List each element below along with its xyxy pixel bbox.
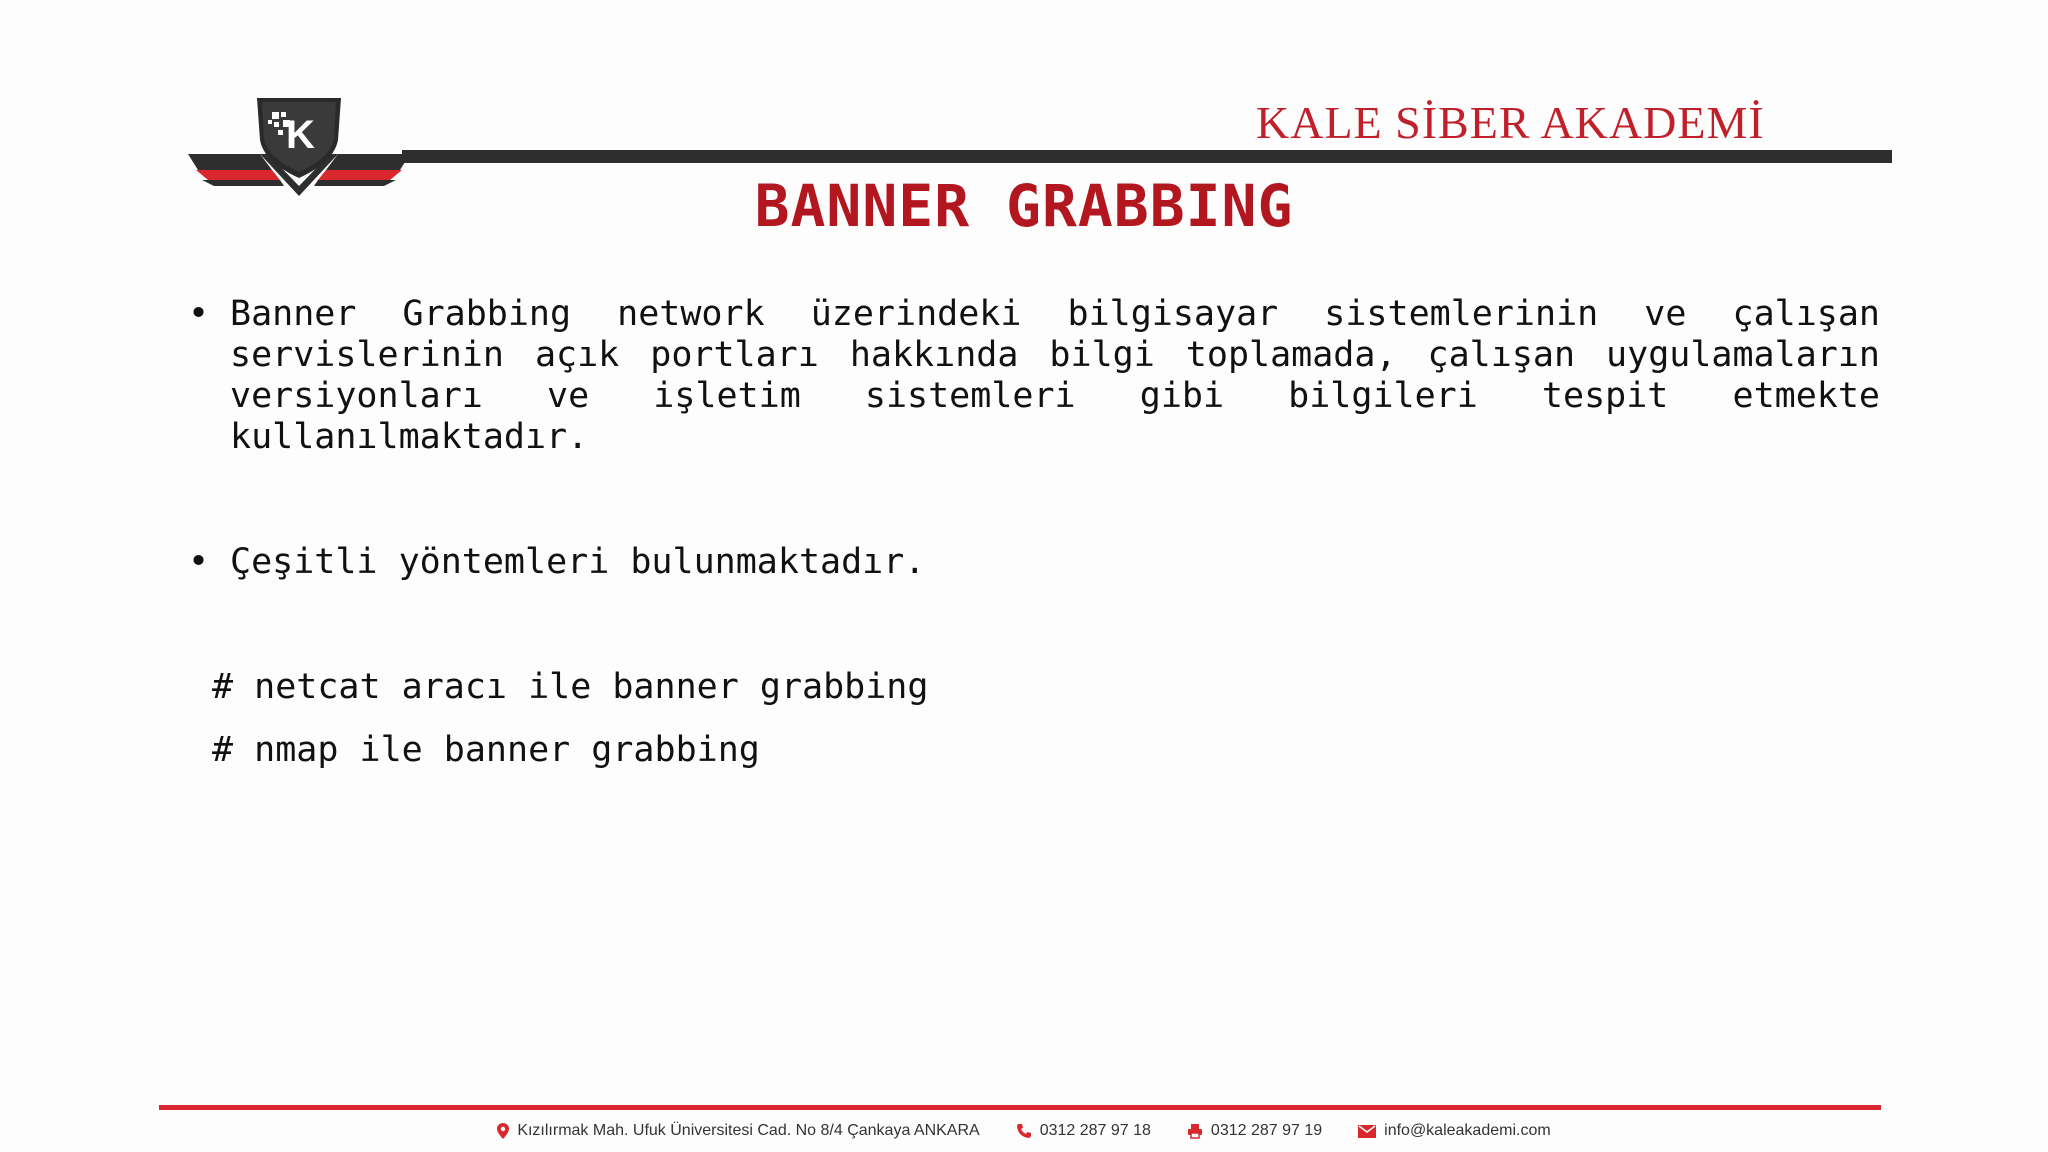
bullet-text: Banner Grabbing network üzerindeki bilgisayar sistemlerinin ve çalışan servislerinin açık portları hakkında bilgi toplamada, çalışan uygulamaların versiyonları ve işletim sistemleri gibi bilgileri tespit etmekte kullanılmaktadır.: [230, 294, 1880, 457]
svg-text:K: K: [286, 113, 315, 157]
brand-title: KALE SİBER AKADEMİ: [1256, 97, 1765, 148]
command-line: # nmap ile banner grabbing: [212, 730, 760, 770]
email-icon: [1358, 1125, 1376, 1138]
fax-text: 0312 287 97 19: [1210, 1122, 1323, 1139]
fax-icon: [1187, 1123, 1203, 1139]
email-text: info@kaleakademi.com: [1384, 1122, 1551, 1139]
page-title: BANNER GRABBING: [754, 172, 1294, 240]
phone-icon: [1016, 1123, 1032, 1139]
footer-address: [497, 1122, 979, 1140]
location-pin-icon: [497, 1123, 509, 1139]
phone-text: 0312 287 97 18: [1039, 1122, 1151, 1139]
footer: [0, 1118, 2048, 1144]
footer-fax: [1187, 1122, 1322, 1140]
bullet-item: [188, 542, 1880, 583]
bullet-dot: •: [188, 542, 210, 582]
header-rule: [402, 150, 1892, 163]
address-text: Kızılırmak Mah. Ufuk Üniversitesi Cad. No 8/4 Çankaya ANKARA: [517, 1122, 980, 1139]
command-line: # netcat aracı ile banner grabbing: [212, 667, 929, 707]
slide-content: [188, 294, 1880, 771]
bullet-dot: •: [188, 294, 210, 334]
bullet-item: [188, 294, 1880, 458]
bullet-text: Çeşitli yöntemleri bulunmaktadır.: [230, 542, 926, 582]
footer-phone: [1016, 1122, 1151, 1140]
footer-rule: [159, 1105, 1881, 1110]
footer-email: [1358, 1122, 1551, 1140]
